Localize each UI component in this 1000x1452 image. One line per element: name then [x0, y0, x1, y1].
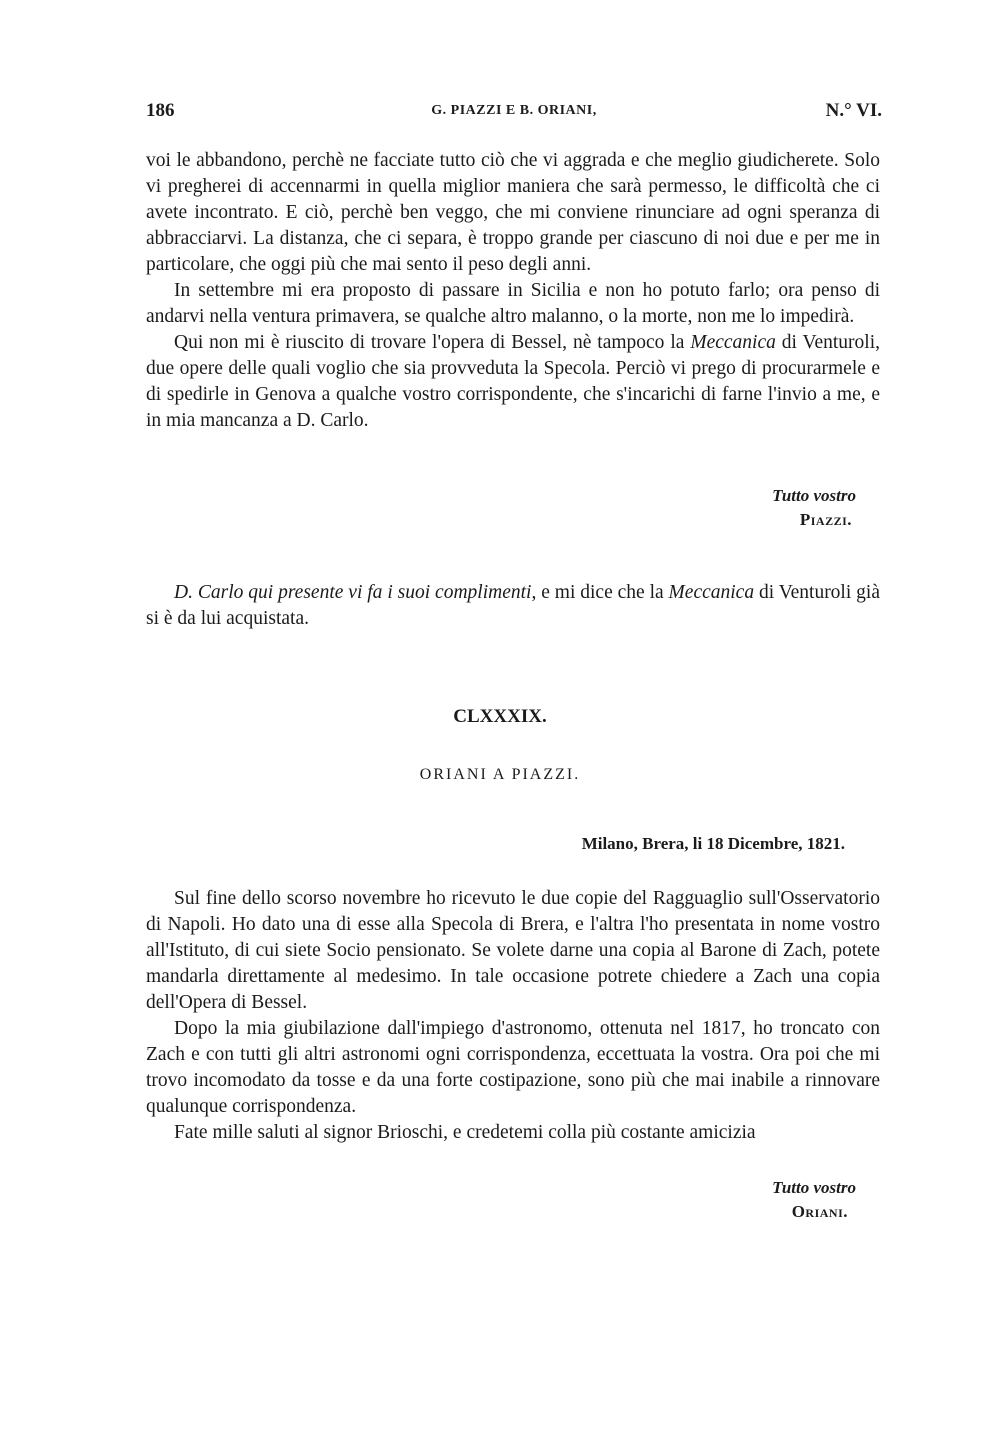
letter1-paragraph-3: [146, 330, 880, 434]
p3-after: di Venturoli, due opere delle quali voglio che sia provveduta la Specola. Perciò vi prego di procurarmele e di spedirle in Genova a qualche vostro corrispondente, che s'incarichi di farne l'invio a me, e in mia mancanza a D. Carlo.: [146, 332, 880, 431]
letter2-signature: [772, 1176, 856, 1224]
running-title: G. PIAZZI E B. ORIANI,: [431, 103, 597, 118]
letter2-paragraph-2: Dopo la mia giubilazione dall'impiego d'astronomo, ottenuta nel 1817, ho troncato con Zach e con tutti gli altri astronomi ogni corrispondenza, eccettuata la vostra. Ora poi che mi trovo incomodato da tosse e da una forte costipazione, sono più che mai inabile a rinnovare qualunque corrispondenza.: [146, 1018, 880, 1117]
page-header: [146, 100, 882, 130]
letter2-paragraph-1: Sul fine dello scorso novembre ho ricevuto le due copie del Ragguaglio sull'Osservatorio di Napoli. Ho dato una di esse alla Specola di Brera, e l'altra l'ho presentata in nome vostro all'Istituto, di cui siete Socio pensionato. Se volete darne una copia al Barone di Zach, potete mandarla direttamente al medesimo. In tale occasione potrete chiedere a Zach una copia dell'Opera di Bessel.: [146, 888, 880, 1013]
p3-italic-title: Meccanica: [690, 332, 776, 353]
p3-before: Qui non mi è riuscito di trovare l'opera di Bessel, nè tampoco la: [174, 332, 691, 353]
letter1-paragraph-2: In settembre mi era proposto di passare in Sicilia e non ho potuto farlo; ora penso di andarvi nella ventura primavera, se qualche altro malanno, o la morte, non me lo impedirà.: [146, 280, 880, 327]
letter2-signature-name: Oriani.: [791, 1202, 848, 1221]
postscript-italic: D. Carlo qui presente vi fa i suoi complimenti: [174, 582, 532, 603]
section-number: N.° VI.: [825, 100, 882, 121]
letter1-closing: Tutto vostro: [772, 486, 856, 505]
letter1-body: [146, 148, 880, 434]
postscript-after: di Venturoli già si è da lui acquistata.: [146, 582, 880, 629]
letter2-paragraph-3: Fate mille saluti al signor Brioschi, e credetemi colla più costante amicizia: [174, 1122, 756, 1143]
letter1-signature: [772, 484, 856, 532]
letter1-signature-name: Piazzi.: [799, 510, 852, 529]
postscript-mid: , e mi dice che la: [531, 582, 669, 603]
postscript-paragraph: [146, 580, 880, 632]
letter-title: ORIANI A PIAZZI.: [419, 766, 581, 783]
postscript-italic-title: Meccanica: [668, 582, 755, 603]
letter-number: CLXXXIX.: [453, 706, 547, 727]
page-number: 186: [146, 100, 175, 121]
letter-dateline: Milano, Brera, li 18 Dicembre, 1821.: [581, 834, 845, 853]
letter2-body: [146, 886, 880, 1146]
letter1-postscript: [146, 580, 880, 632]
letter1-paragraph-1: voi le abbandono, perchè ne facciate tutto ciò che vi aggrada e che meglio giudicherete. Solo vi pregherei di accennarmi in quella miglior maniera che sarà permesso, le difficoltà che ci avete incontrato. E ciò, perchè ben veggo, che mi conviene rinunciare ad ogni speranza di abbracciarvi. La distanza, che ci separa, è troppo grande per ciascuno di noi due e per me in particolare, che oggi più che mai sento il peso degli anni.: [146, 150, 880, 275]
letter2-closing: Tutto vostro: [772, 1178, 856, 1197]
